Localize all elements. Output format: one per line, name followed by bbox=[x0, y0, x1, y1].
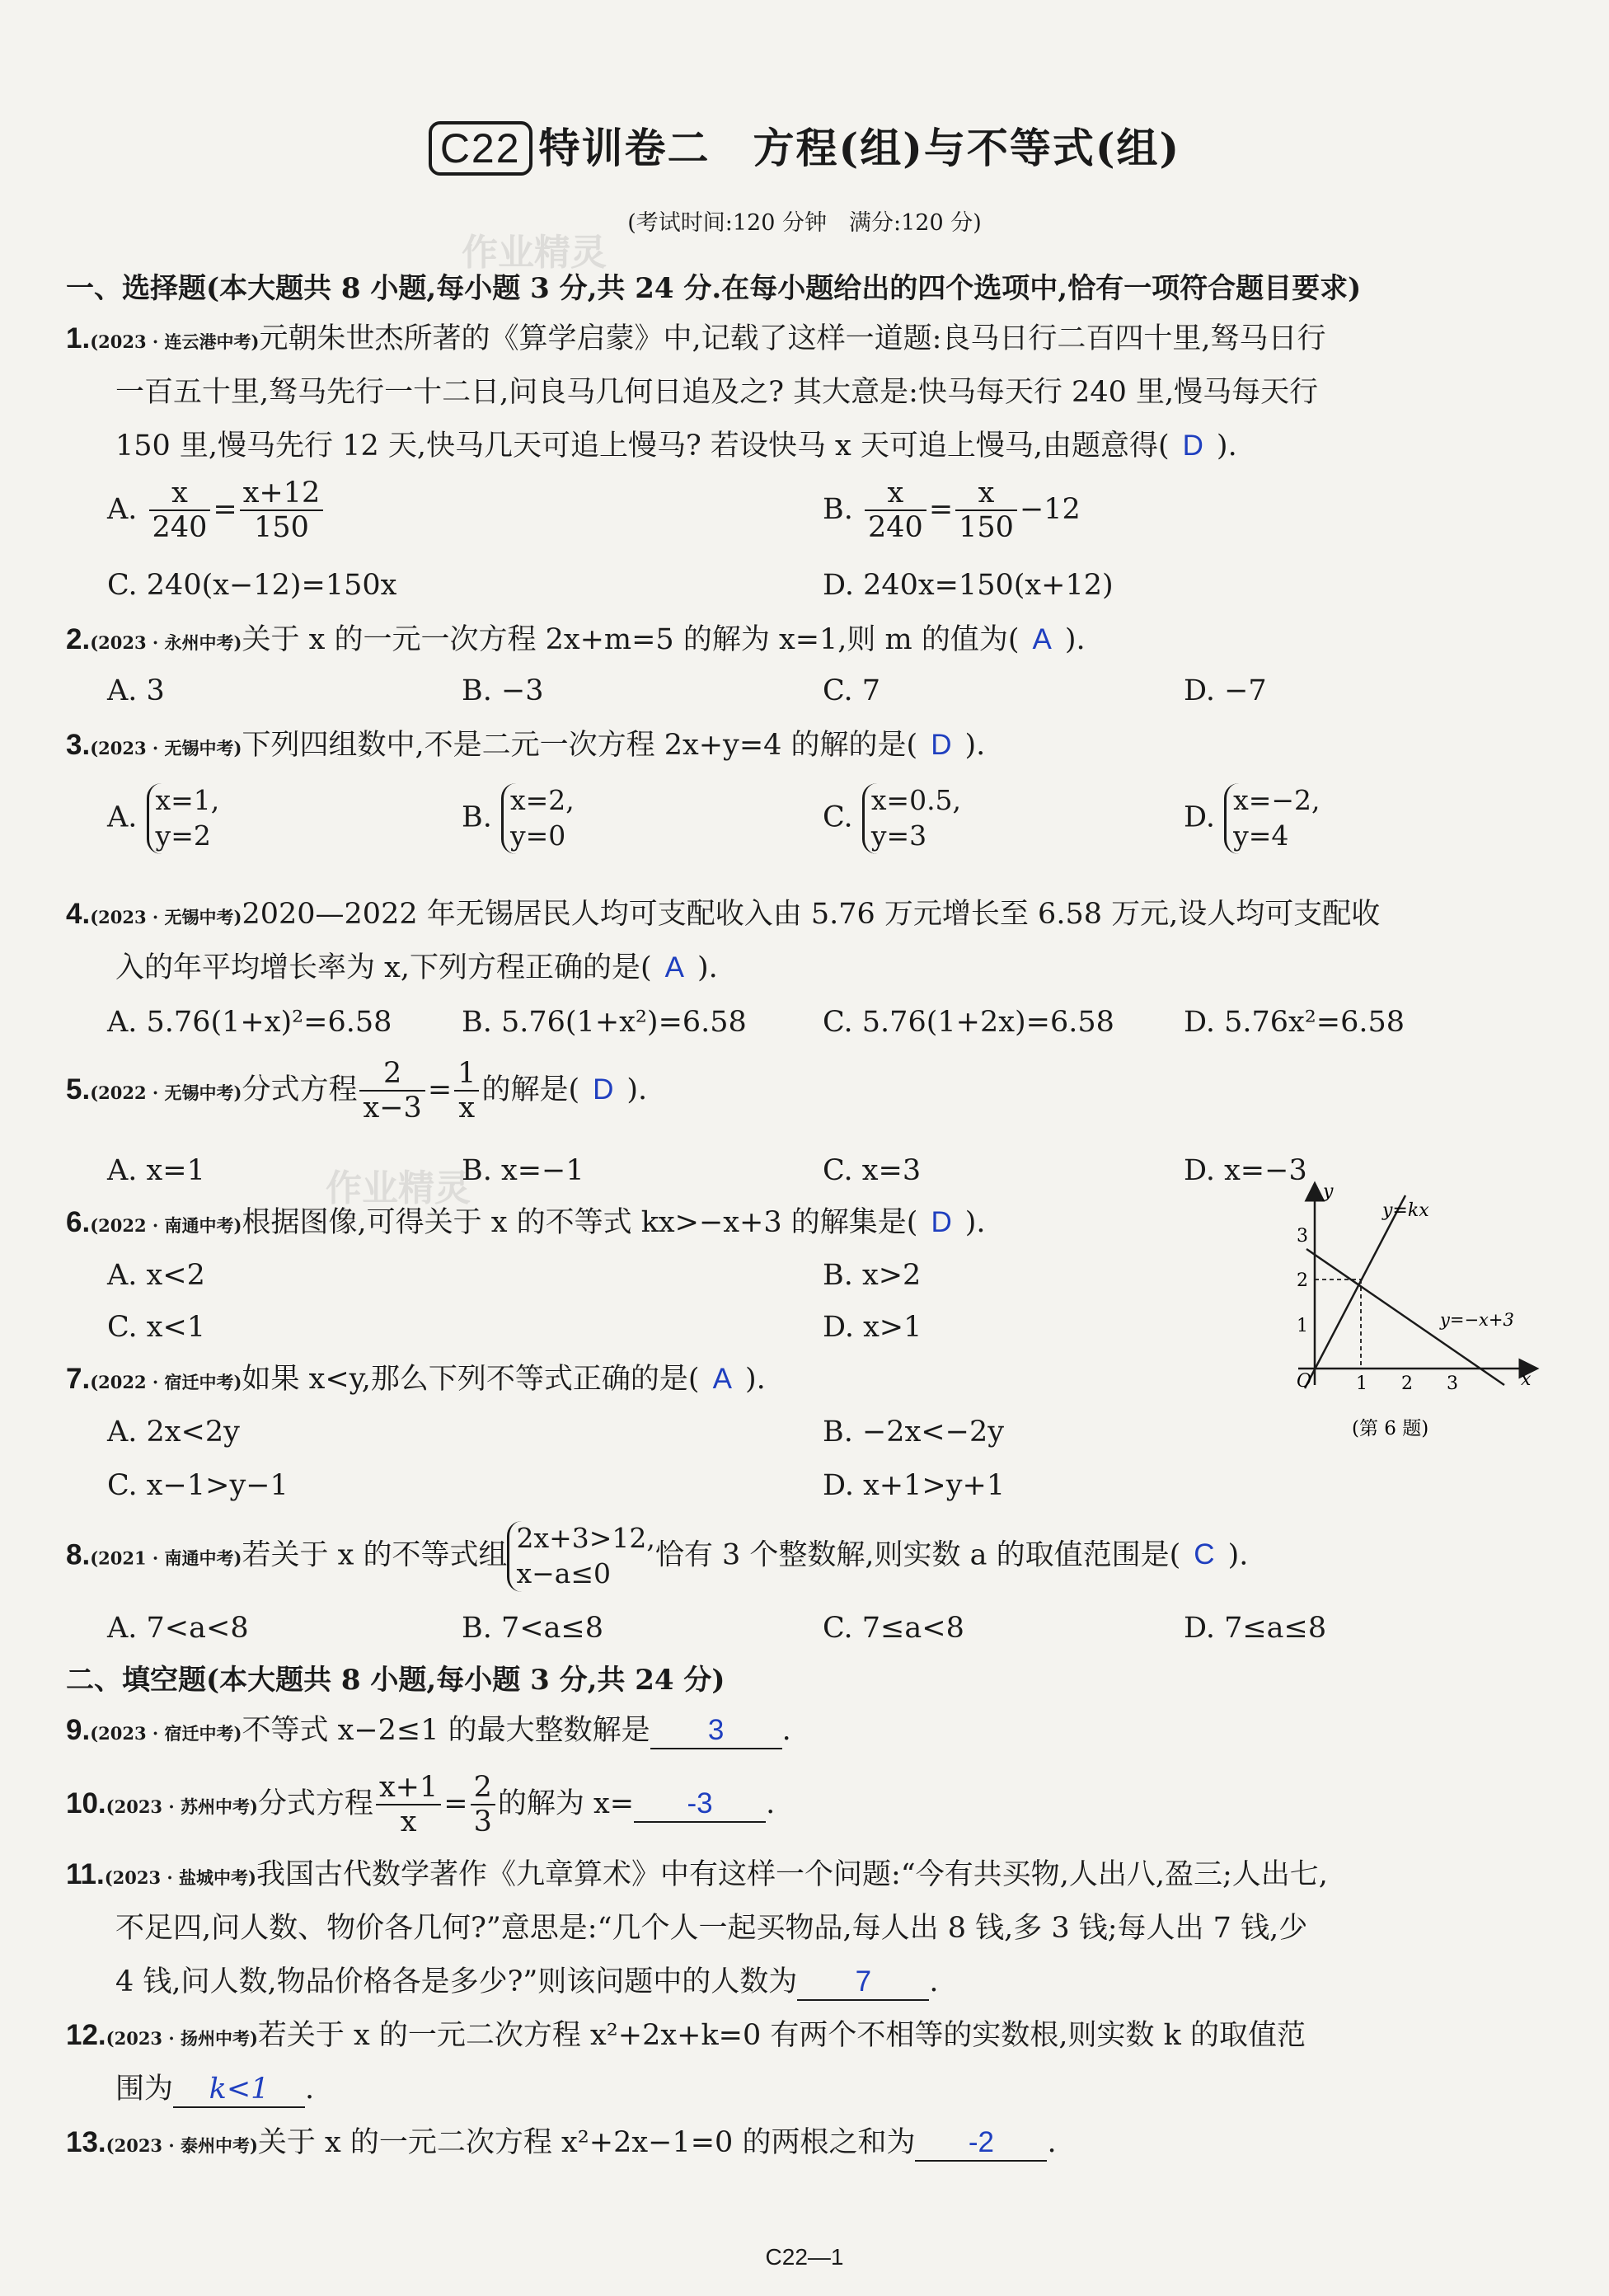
q7-text: 如果 x<y,那么下列不等式正确的是( bbox=[242, 1363, 700, 1396]
origin-label: O bbox=[1297, 1371, 1312, 1392]
label: D. bbox=[1184, 801, 1215, 834]
q9-line bbox=[66, 1713, 791, 1749]
q8-close: ). bbox=[1227, 1538, 1249, 1572]
den: x bbox=[400, 1805, 417, 1839]
q4-option-b: B. 5.76(1+x²)=6.58 bbox=[462, 1006, 747, 1039]
y-axis-label: y bbox=[1323, 1181, 1334, 1202]
q8-line bbox=[66, 1521, 1248, 1592]
q2-option-c: C. 7 bbox=[823, 674, 881, 707]
y-tick-3: 3 bbox=[1297, 1226, 1308, 1247]
q4-text-1: 2020—2022 年无锡居民人均可支配收入由 5.76 万元增长至 6.58 万元,设人均可支配收 bbox=[242, 898, 1381, 931]
q11-text-1: 我国古代数学著作《九章算术》中有这样一个问题:“今有共买物,人出八,盈三;人出七, bbox=[256, 1858, 1328, 1891]
x-axis-label: x bbox=[1521, 1369, 1532, 1390]
q5-source: (2022 · 无锡中考) bbox=[90, 1082, 242, 1103]
q9-number: 9. bbox=[66, 1714, 91, 1746]
y-tick-1: 1 bbox=[1297, 1316, 1308, 1336]
q8-text-pre: 若关于 x 的不等式组 bbox=[242, 1538, 508, 1572]
q2-line bbox=[66, 622, 1086, 657]
q1-option-a bbox=[107, 477, 326, 545]
q4-source: (2023 · 无锡中考) bbox=[90, 907, 242, 927]
q3-line bbox=[66, 728, 985, 763]
q4-text-2: 入的年平均增长率为 x,下列方程正确的是( bbox=[115, 951, 652, 984]
den: 240 bbox=[152, 511, 208, 545]
section-2-heading: 二、填空题(本大题共 8 小题,每小题 3 分,共 24 分) bbox=[66, 1664, 725, 1697]
label: C. bbox=[823, 801, 853, 834]
q9-text: 不等式 x−2≤1 的最大整数解是 bbox=[242, 1714, 650, 1747]
q4-option-d: D. 5.76x²=6.58 bbox=[1184, 1006, 1405, 1039]
q7-answer: A bbox=[712, 1363, 732, 1395]
q12-end: . bbox=[305, 2073, 315, 2106]
eq2: y=2 bbox=[155, 819, 211, 852]
q11-answer: 7 bbox=[797, 1965, 929, 2001]
q9-end: . bbox=[781, 1714, 791, 1747]
q10-answer: -3 bbox=[634, 1787, 766, 1823]
q4-option-a: A. 5.76(1+x)²=6.58 bbox=[107, 1006, 392, 1039]
q2-source: (2023 · 永州中考) bbox=[90, 632, 242, 653]
q3-option-a bbox=[107, 783, 219, 854]
num: x bbox=[865, 477, 926, 511]
q5-close: ). bbox=[626, 1073, 648, 1106]
q11-line-2: 不足四,问人数、物价各几何?”意思是:“几个人一起买物品,每人出 8 钱,多 3 钱;每人出 7 钱,少 bbox=[115, 1912, 1308, 1945]
paper-code: C22 bbox=[429, 121, 532, 176]
q13-end: . bbox=[1047, 2126, 1057, 2159]
line-kx bbox=[1305, 1195, 1405, 1388]
q1-option-b bbox=[823, 477, 1081, 545]
q8-option-d: D. 7≤a≤8 bbox=[1184, 1612, 1327, 1645]
watermark-2: 作业精灵 bbox=[326, 1167, 471, 1209]
ineq2: x−a≤0 bbox=[516, 1556, 612, 1589]
q12-line-1 bbox=[66, 2018, 1306, 2053]
q1-b-label: B. bbox=[823, 492, 853, 526]
num: x bbox=[149, 477, 211, 511]
line-2-label: y=−x+3 bbox=[1440, 1310, 1514, 1330]
q6-option-d: D. x>1 bbox=[823, 1311, 922, 1344]
q5-option-d: D. x=−3 bbox=[1184, 1154, 1307, 1187]
x-tick-3: 3 bbox=[1447, 1373, 1458, 1394]
den: 150 bbox=[254, 511, 309, 545]
q3-source: (2023 · 无锡中考) bbox=[90, 738, 242, 758]
q1-option-d: D. 240x=150(x+12) bbox=[823, 569, 1114, 602]
q11-line-1 bbox=[66, 1857, 1328, 1892]
eq: = bbox=[427, 1073, 453, 1106]
label: A. bbox=[107, 801, 138, 834]
eq: = bbox=[443, 1787, 468, 1820]
q8-answer: C bbox=[1194, 1538, 1215, 1571]
q2-close: ). bbox=[1064, 623, 1086, 656]
den: x−3 bbox=[363, 1092, 422, 1125]
q13-source: (2023 · 泰州中考) bbox=[106, 2135, 258, 2156]
label: B. bbox=[462, 801, 492, 834]
q1-close: ). bbox=[1216, 430, 1237, 462]
q1-source: (2023 · 连云港中考) bbox=[90, 331, 260, 352]
q3-option-b bbox=[462, 783, 575, 854]
tail: −12 bbox=[1019, 492, 1081, 526]
q6-option-b: B. x>2 bbox=[823, 1259, 922, 1292]
q10-end: . bbox=[766, 1787, 776, 1820]
eq1: x=0.5, bbox=[870, 784, 962, 816]
eq1: x=2, bbox=[510, 784, 575, 816]
q10-frac-1 bbox=[376, 1771, 441, 1839]
q3-option-c bbox=[823, 783, 961, 854]
q1-line-2: 一百五十里,驽马先行一十二日,问良马几何日追及之? 其大意是:快马每天行 240 里,慢马每天行 bbox=[115, 376, 1319, 409]
eq1: x=1, bbox=[155, 784, 220, 816]
q8-option-b: B. 7<a≤8 bbox=[462, 1612, 604, 1645]
q11-end: . bbox=[929, 1965, 939, 1998]
q13-line bbox=[66, 2125, 1057, 2162]
watermark: 作业精灵 bbox=[462, 232, 607, 274]
x-tick-1: 1 bbox=[1356, 1373, 1367, 1394]
eq2: y=3 bbox=[870, 819, 927, 852]
num: x+12 bbox=[240, 477, 324, 511]
exam-info: (考试时间:120 分钟 满分:120 分) bbox=[627, 210, 982, 236]
q8-source: (2021 · 南通中考) bbox=[90, 1547, 242, 1569]
q4-line-2 bbox=[115, 951, 718, 985]
q10-text-post: 的解为 x= bbox=[497, 1787, 635, 1820]
q7-option-a: A. 2x<2y bbox=[107, 1416, 240, 1448]
system bbox=[147, 783, 220, 854]
eq2: y=4 bbox=[1233, 819, 1289, 852]
ineq1: 2x+3>12, bbox=[516, 1522, 655, 1554]
line-kx-label: y=kx bbox=[1382, 1200, 1429, 1221]
q1-a-frac-1 bbox=[149, 477, 211, 545]
q5-frac-1 bbox=[359, 1057, 425, 1125]
q13-answer: -2 bbox=[915, 2125, 1047, 2162]
q6-close: ). bbox=[964, 1206, 986, 1239]
num: x bbox=[955, 477, 1017, 511]
q4-option-c: C. 5.76(1+2x)=6.58 bbox=[823, 1006, 1114, 1039]
q7-source: (2022 · 宿迁中考) bbox=[90, 1372, 242, 1392]
q4-close: ). bbox=[697, 951, 718, 984]
q11-number: 11. bbox=[66, 1858, 105, 1890]
y-tick-2: 2 bbox=[1297, 1270, 1308, 1291]
q7-line bbox=[66, 1362, 766, 1397]
q6-option-c: C. x<1 bbox=[107, 1311, 206, 1344]
num: 2 bbox=[471, 1771, 495, 1805]
q5-answer: D bbox=[593, 1073, 614, 1106]
q3-number: 3. bbox=[66, 729, 91, 761]
q8-number: 8. bbox=[66, 1538, 91, 1571]
q1-line-1 bbox=[66, 322, 1326, 356]
q2-option-a: A. 3 bbox=[107, 674, 165, 707]
q6-line bbox=[66, 1205, 986, 1240]
q1-b-frac-1 bbox=[865, 477, 926, 545]
q2-number: 2. bbox=[66, 623, 91, 655]
q12-answer: k<1 bbox=[173, 2072, 305, 2108]
q1-b-frac-2 bbox=[955, 477, 1017, 545]
q1-option-c: C. 240(x−12)=150x bbox=[107, 569, 397, 602]
num: x+1 bbox=[376, 1771, 441, 1805]
q12-line-2 bbox=[115, 2072, 314, 2108]
q6-answer: D bbox=[931, 1206, 952, 1238]
q7-number: 7. bbox=[66, 1363, 91, 1395]
q7-close: ). bbox=[744, 1363, 766, 1396]
page-number: C22—1 bbox=[765, 2244, 844, 2270]
q5-option-a: A. x=1 bbox=[107, 1154, 205, 1187]
system bbox=[862, 783, 961, 854]
q6-figure bbox=[1282, 1179, 1554, 1451]
q10-source: (2023 · 苏州中考) bbox=[106, 1796, 258, 1817]
q10-frac-2 bbox=[471, 1771, 495, 1839]
q1-line-3 bbox=[115, 429, 1237, 463]
q3-text: 下列四组数中,不是二元一次方程 2x+y=4 的解的是( bbox=[242, 729, 918, 762]
q11-source: (2023 · 盐城中考) bbox=[104, 1867, 256, 1888]
q12-source: (2023 · 扬州中考) bbox=[106, 2028, 258, 2049]
q1-text-3: 150 里,慢马先行 12 天,快马几天可追上慢马? 若设快马 x 天可追上慢马,由题意得( bbox=[115, 430, 1170, 462]
q5-line bbox=[66, 1057, 647, 1125]
eq2: y=0 bbox=[510, 819, 566, 852]
q4-line-1 bbox=[66, 897, 1380, 932]
den: 150 bbox=[959, 511, 1014, 545]
eq: = bbox=[928, 492, 954, 526]
q5-frac-2 bbox=[454, 1057, 479, 1125]
q6-option-a: A. x<2 bbox=[107, 1259, 205, 1292]
eq: = bbox=[213, 492, 237, 526]
q5-text-post: 的解是( bbox=[481, 1073, 580, 1106]
q1-answer: D bbox=[1182, 430, 1203, 462]
den: x bbox=[458, 1092, 476, 1125]
q1-text-1: 元朝朱世杰所著的《算学启蒙》中,记载了这样一道题:良马日行二百四十里,驽马日行 bbox=[259, 322, 1326, 355]
system bbox=[1224, 783, 1320, 854]
page-title bbox=[0, 115, 1609, 176]
q7-option-b: B. −2x<−2y bbox=[823, 1416, 1004, 1448]
q12-text-2: 围为 bbox=[115, 2073, 174, 2106]
figure-caption: (第 6 题) bbox=[1352, 1418, 1429, 1439]
q10-text-pre: 分式方程 bbox=[257, 1787, 373, 1820]
q3-option-d bbox=[1184, 783, 1321, 854]
q7-option-c: C. x−1>y−1 bbox=[107, 1469, 288, 1502]
q8-option-a: A. 7<a<8 bbox=[107, 1612, 249, 1645]
q6-source: (2022 · 南通中考) bbox=[90, 1215, 242, 1236]
eq1: x=−2, bbox=[1233, 784, 1321, 816]
q10-number: 10. bbox=[66, 1787, 106, 1819]
q11-line-3 bbox=[115, 1965, 938, 2001]
q1-a-frac-2 bbox=[240, 477, 324, 545]
q13-number: 13. bbox=[66, 2126, 106, 2158]
q8-option-c: C. 7≤a<8 bbox=[823, 1612, 964, 1645]
q12-text-1: 若关于 x 的一元二次方程 x²+2x+k=0 有两个不相等的实数根,则实数 k 的取值范 bbox=[257, 2019, 1306, 2052]
q5-option-c: C. x=3 bbox=[823, 1154, 922, 1187]
q5-number: 5. bbox=[66, 1073, 91, 1106]
x-tick-2: 2 bbox=[1401, 1373, 1413, 1394]
q10-line bbox=[66, 1771, 775, 1839]
q9-answer: 3 bbox=[650, 1713, 782, 1749]
q2-text: 关于 x 的一元一次方程 2x+m=5 的解为 x=1,则 m 的值为( bbox=[242, 623, 1020, 656]
q2-option-b: B. −3 bbox=[462, 674, 544, 707]
title-text: 特训卷二 方程(组)与不等式(组) bbox=[538, 124, 1181, 172]
q3-close: ). bbox=[964, 729, 986, 762]
q9-source: (2023 · 宿迁中考) bbox=[90, 1723, 242, 1744]
q4-answer: A bbox=[664, 951, 685, 984]
q6-text: 根据图像,可得关于 x 的不等式 kx>−x+3 的解集是( bbox=[242, 1206, 918, 1239]
q4-number: 4. bbox=[66, 898, 91, 930]
num: 2 bbox=[359, 1057, 425, 1092]
system bbox=[501, 783, 575, 854]
q11-text-3: 4 钱,问人数,物品价格各是多少?”则该问题中的人数为 bbox=[115, 1965, 798, 1998]
q8-system bbox=[507, 1521, 654, 1592]
q13-text: 关于 x 的一元二次方程 x²+2x−1=0 的两根之和为 bbox=[257, 2126, 916, 2159]
q1-number: 1. bbox=[66, 322, 91, 354]
q8-text-post: 恰有 3 个整数解,则实数 a 的取值范围是( bbox=[654, 1538, 1181, 1572]
q12-number: 12. bbox=[66, 2019, 106, 2051]
q2-option-d: D. −7 bbox=[1184, 674, 1267, 707]
q5-text-pre: 分式方程 bbox=[242, 1073, 358, 1106]
den: 3 bbox=[473, 1805, 492, 1839]
q3-answer: D bbox=[931, 729, 952, 761]
q5-option-b: B. x=−1 bbox=[462, 1154, 584, 1187]
q2-answer: A bbox=[1032, 623, 1052, 655]
num: 1 bbox=[454, 1057, 479, 1092]
q6-number: 6. bbox=[66, 1206, 91, 1238]
q1-a-label: A. bbox=[107, 492, 138, 526]
den: 240 bbox=[868, 511, 923, 545]
section-1-heading: 一、选择题(本大题共 8 小题,每小题 3 分,共 24 分.在每小题给出的四个选项中,恰有一项符合题目要求) bbox=[66, 272, 1362, 305]
q7-option-d: D. x+1>y+1 bbox=[823, 1469, 1006, 1502]
